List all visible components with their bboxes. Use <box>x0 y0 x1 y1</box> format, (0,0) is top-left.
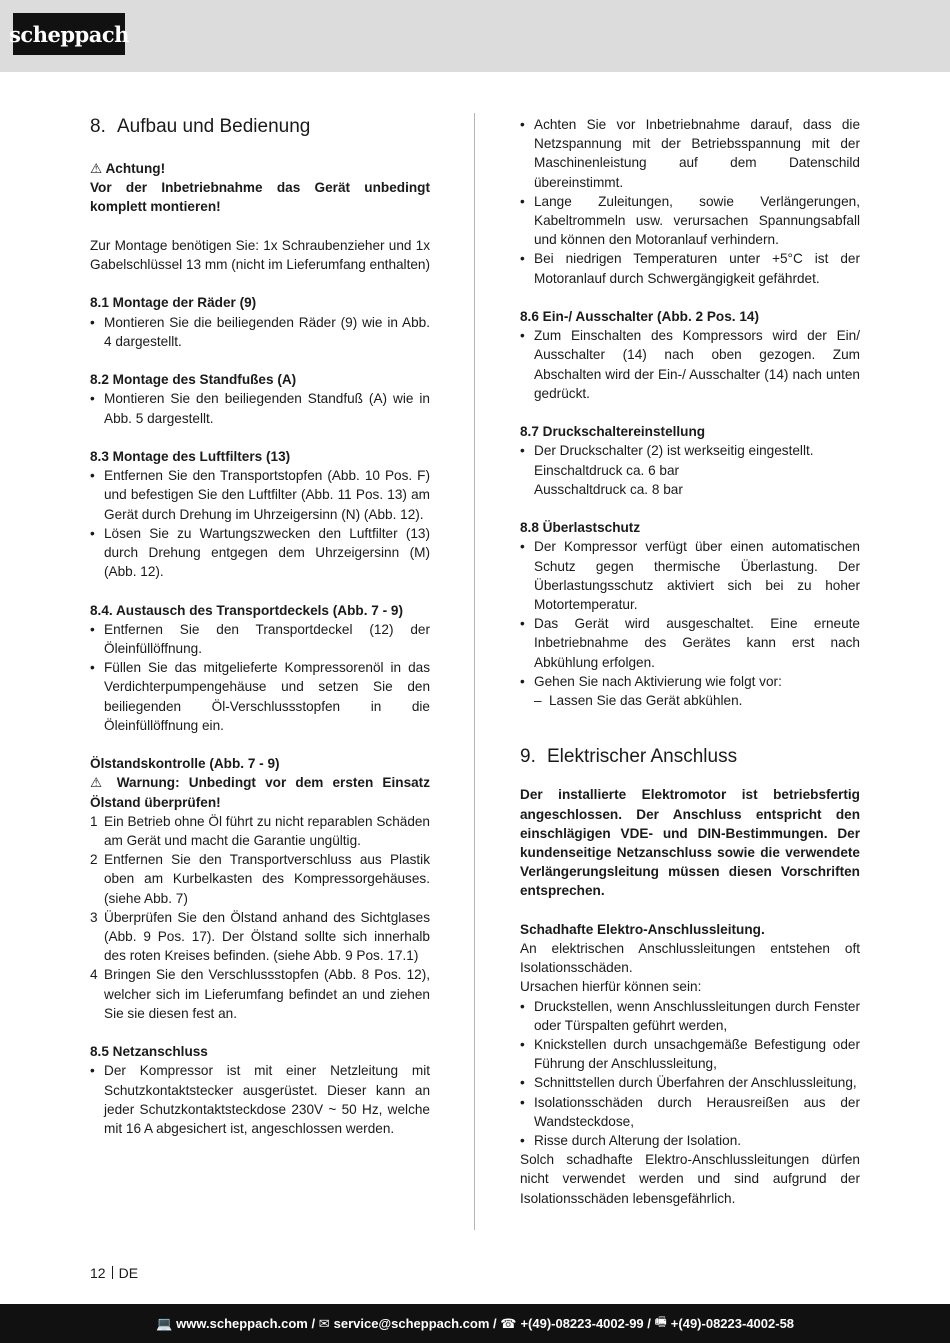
fax-icon: 🖷 <box>654 1313 667 1329</box>
warning-text: Vor der Inbetriebnahme das Gerät unbedingt komplett montieren! <box>90 180 430 215</box>
section-8-4-list <box>90 620 430 735</box>
list-item: • Achten Sie vor Inbetriebnahme darauf, dass die Netzspannung mit der Betriebsspannung mit der Maschinenleistung auf dem Datenschild übereinstimmt. <box>520 115 860 192</box>
list-item: • Bei niedrigen Temperaturen unter +5°C ist der Motoranlauf durch Schwergängigkeit gefährdet. <box>520 249 860 287</box>
page-header <box>0 0 950 72</box>
page-footer <box>0 1304 950 1343</box>
section-8-heading: 8. Aufbau und Bedienung <box>90 116 311 137</box>
left-column <box>90 115 430 1138</box>
switch-off-pressure: Ausschaltdruck ca. 8 bar <box>534 481 683 497</box>
defect-causes-text: Ursachen hierfür können sein: <box>520 979 702 995</box>
right-column <box>520 115 860 1208</box>
section-8-1-list <box>90 313 430 351</box>
footer-fax: +(49)-08223-4002-58 <box>670 1316 795 1331</box>
intro-text: Zur Montage benötigen Sie: 1x Schraubenzieher und 1x Gabelschlüssel 13 mm (nicht im Lieferumfang enthalten) <box>90 237 431 272</box>
list-item: • Knickstellen durch unsachgemäße Befestigung oder Führung der Anschlussleitung, <box>520 1035 860 1073</box>
section-8-2-title: 8.2 Montage des Standfußes (A) <box>90 372 297 388</box>
list-item: • Lange Zuleitungen, sowie Verlängerungen, Kabeltrommeln usw. verursachen Spannungsabfall und können den Motoranlauf verhindern. <box>520 192 860 250</box>
mail-icon: ✉ <box>318 1315 330 1331</box>
list-item: 3 Überprüfen Sie den Ölstand anhand des Sichtglases (Abb. 9 Pos. 17). Der Ölstand sollte sich innerhalb des roten Kreises befinden. (siehe Abb. 9 Pos. 17.1) <box>90 909 430 964</box>
footer-phone: +(49)-08223-4002-99 / <box>520 1316 651 1331</box>
defect-conclusion-text: Solch schadhafte Elektro-Anschlussleitungen dürfen nicht verwendet werden und sind aufgrund der Isolationsschäden lebensgefährlich. <box>520 1152 860 1206</box>
list-item: • Der Kompressor verfügt über einen automatischen Schutz gegen thermische Überlastung. Der Überlastungsschutz aktiviert sich bei zu hoher Motortemperatur. <box>520 537 860 614</box>
list-item: • Gehen Sie nach Aktivierung wie folgt vor: <box>520 672 860 691</box>
oil-check-title: Ölstandskontrolle (Abb. 7 - 9) <box>90 756 280 772</box>
section-8-8-title: 8.8 Überlastschutz <box>520 520 641 536</box>
section-8-2-list <box>90 389 430 427</box>
section-8-8-list <box>520 537 860 691</box>
section-8-5-title: 8.5 Netzanschluss <box>90 1044 208 1060</box>
scheppach-logo: scheppach <box>13 13 125 55</box>
list-item: • Füllen Sie das mitgelieferte Kompressorenöl in das Verdichterpumpengehäuse und setzen Sie den beiliegenden Öl-Verschlussstopfen in die Öleinfüllöffnung ein. <box>90 658 430 735</box>
list-item: • Isolationsschäden durch Herausreißen aus der Wandsteckdose, <box>520 1093 860 1131</box>
section-8-7-title: 8.7 Druckschaltereinstellung <box>520 424 706 440</box>
switch-on-pressure: Einschaltdruck ca. 6 bar <box>534 462 680 478</box>
list-item: • Schnittstellen durch Überfahren der Anschlussleitung, <box>520 1073 860 1092</box>
section-8-5-list <box>90 1061 430 1138</box>
oil-check-warning: ⚠ Warnung: Unbedingt vor dem ersten Einsatz Ölstand überprüfen! <box>90 775 431 810</box>
list-item: • Entfernen Sie den Transportdeckel (12) der Öleinfüllöffnung. <box>90 620 430 658</box>
section-8-6-title: 8.6 Ein-/ Ausschalter (Abb. 2 Pos. 14) <box>520 309 759 325</box>
computer-icon: 💻 <box>155 1315 173 1331</box>
section-9-heading: 9. Elektrischer Anschluss <box>520 746 738 768</box>
list-item: • Montieren Sie die beiliegenden Räder (9) wie in Abb. 4 dargestellt. <box>90 313 430 351</box>
phone-icon: ☎ <box>500 1315 517 1331</box>
warning-title: ⚠ Achtung! <box>90 161 166 176</box>
section-8-1-title: 8.1 Montage der Räder (9) <box>90 295 257 311</box>
dash-item: – Lassen Sie das Gerät abkühlen. <box>520 691 860 710</box>
defect-causes-list <box>520 997 860 1151</box>
section-8-6-list <box>520 326 860 403</box>
list-item: • Der Druckschalter (2) ist werkseitig eingestellt. <box>520 441 860 460</box>
section-8-3-list <box>90 466 430 581</box>
column-divider <box>474 113 475 1230</box>
list-item: • Montieren Sie den beiliegenden Standfuß (A) wie in Abb. 5 dargestellt. <box>90 389 430 427</box>
list-item: • Das Gerät wird ausgeschaltet. Eine erneute Inbetriebnahme des Gerätes kann erst nach Abkühlung erfolgen. <box>520 614 860 672</box>
list-item: • Druckstellen, wenn Anschlussleitungen durch Fenster oder Türspalten geführt werden, <box>520 997 860 1035</box>
warning-icon: ⚠ <box>90 161 103 176</box>
network-notes-list <box>520 115 860 288</box>
section-8-3-title: 8.3 Montage des Luftfilters (13) <box>90 448 291 464</box>
section-9-intro: Der installierte Elektromotor ist betriebsfertig angeschlossen. Der Anschluss entspricht den einschlägigen VDE- und DIN-Bestimmungen. Der kundenseitige Netzanschluss sowie die verwendete Verlängerungsleitung müssen diesen Vorschriften entsprechen. <box>520 787 860 899</box>
section-8-4-title: 8.4. Austausch des Transportdeckels (Abb. 7 - 9) <box>90 602 404 618</box>
list-item: • Zum Einschalten des Kompressors wird der Ein/ Ausschalter (14) nach oben gezogen. Zum Abschalten wird der Ein-/ Ausschalter (14) nach unten gedrückt. <box>520 326 860 403</box>
page-number: 12 DE <box>90 1265 139 1281</box>
oil-check-list <box>90 812 430 1023</box>
list-item: 4 Bringen Sie den Verschlussstopfen (Abb. 8 Pos. 12), welcher sich im Lieferumfang befindet an und ziehen Sie sie diesen fest an. <box>90 967 430 1021</box>
section-8-7-list <box>520 441 860 460</box>
list-item: • Entfernen Sie den Transportstopfen (Abb. 10 Pos. F) und befestigen Sie den Luftfilter (Abb. 11 Pos. 13) am Gerät durch Drehung im Uhrzeigersinn (N) (Abb. 12). <box>90 466 430 524</box>
list-item: 1 Ein Betrieb ohne Öl führt zu nicht reparablen Schäden am Gerät und macht die Garantie ungültig. <box>90 813 430 849</box>
list-item: • Risse durch Alterung der Isolation. <box>520 1131 860 1150</box>
list-item: 2 Entfernen Sie den Transportverschluss aus Plastik oben am Kurbelkasten des Kompressorgehäuses. (siehe Abb. 7) <box>90 852 430 906</box>
list-item: • Der Kompressor ist mit einer Netzleitung mit Schutzkontaktstecker ausgerüstet. Dieser kann an jeder Schutzkontaktsteckdose 230V ~ 50 Hz, welche mit 16 A abgesichert ist, angeschlossen werden. <box>90 1061 430 1138</box>
footer-website[interactable]: www.scheppach.com / <box>176 1316 316 1331</box>
footer-email[interactable]: service@scheppach.com / <box>333 1316 497 1331</box>
warning-icon: ⚠ <box>90 775 108 791</box>
list-item: • Lösen Sie zu Wartungszwecken den Luftfilter (13) durch Drehung entgegen dem Uhrzeigersinn (M) (Abb. 12). <box>90 524 430 582</box>
defect-cable-title: Schadhafte Elektro-Anschlussleitung. <box>520 921 765 937</box>
defect-cable-text: An elektrischen Anschlussleitungen entstehen oft Isolationsschäden. <box>520 941 860 976</box>
